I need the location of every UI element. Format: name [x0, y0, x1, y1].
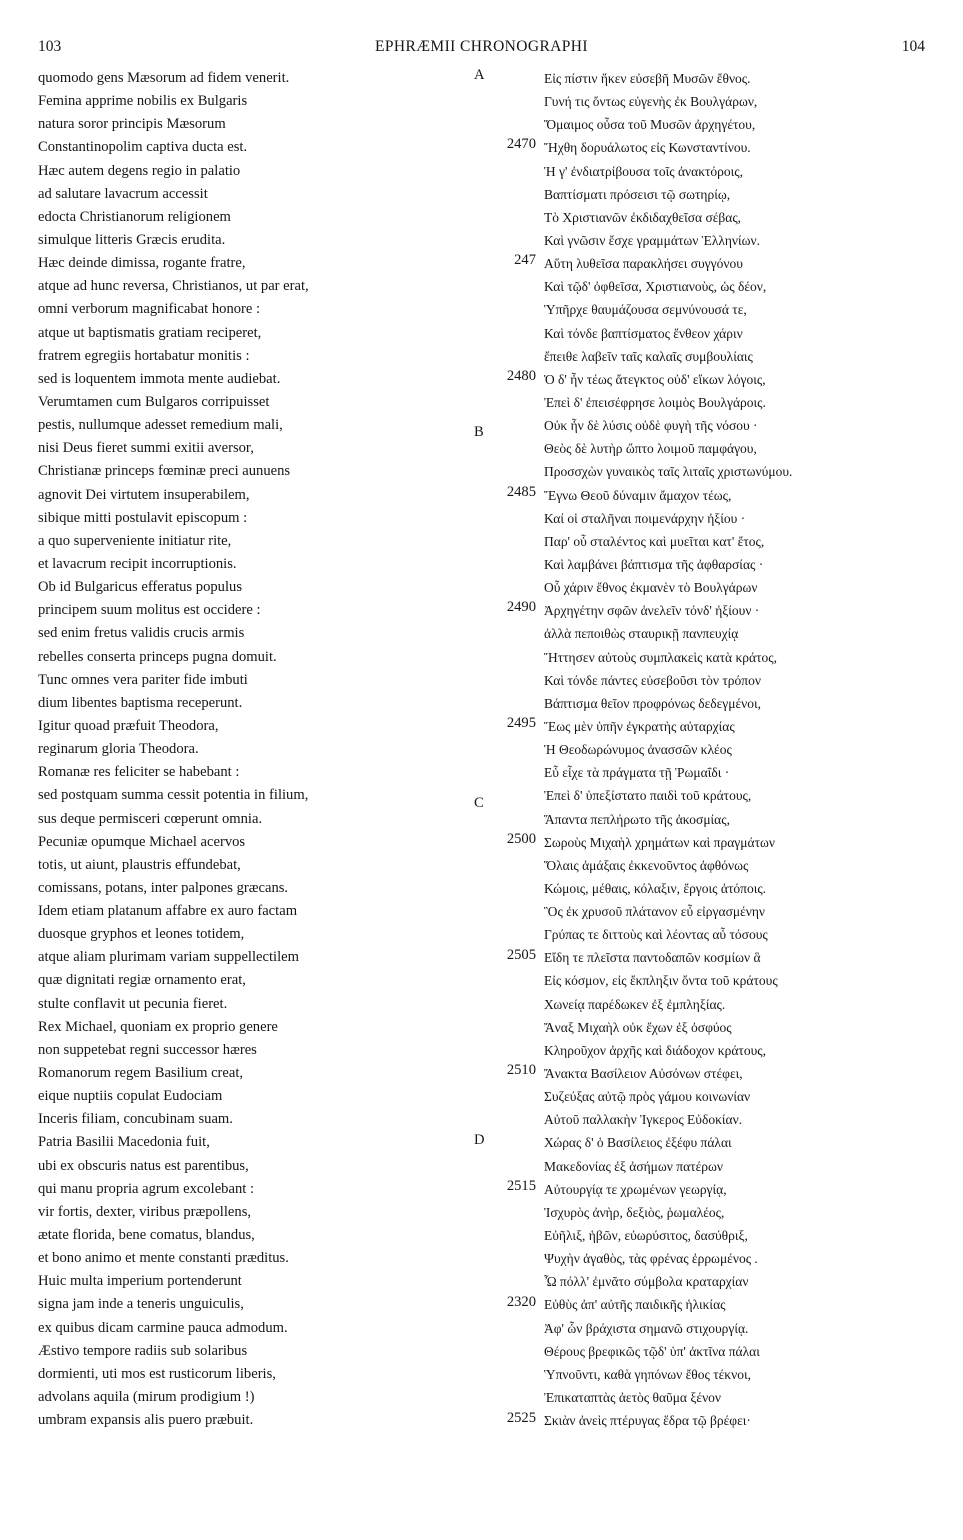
- latin-line: Romanorum regem Basilium creat,: [38, 1065, 244, 1082]
- greek-text-column: [544, 67, 954, 1432]
- latin-line: Rex Michael, quoniam ex proprio genere: [38, 1018, 278, 1035]
- greek-line: Εἰς πίστιν ἥκεν εὐσεβῆ Μυσῶν ἔθνος.: [544, 71, 751, 86]
- latin-line: atque aliam plurimam variam suppellectilem: [38, 949, 299, 966]
- greek-line: Γυνή τις ὄντως εὐγενὴς ἐκ Βουλγάρων,: [544, 94, 758, 110]
- latin-line: signa jam inde a teneris unguiculis,: [38, 1296, 244, 1313]
- greek-line: Ὁ δ' ἦν τέως ἄτεγκτος οὐδ' εἴκων λόγοις,: [544, 371, 766, 387]
- verse-line-number: 2490: [506, 599, 536, 616]
- greek-line: Συζεύξας αὐτῷ πρὸς γάμου κοινωνίαν: [544, 1089, 751, 1105]
- greek-line: Ὃς ἐκ χρυσοῦ πλάτανον εὖ εἰργασμένην: [544, 904, 766, 920]
- section-letter: A: [474, 67, 485, 83]
- latin-line: agnovit Dei virtutem insuperabilem,: [38, 486, 250, 503]
- latin-line: ubi ex obscuris natus est parentibus,: [38, 1157, 249, 1174]
- greek-line: Ὦ πόλλ' ἐμνᾶτο σύμβολα κραταρχίαν: [544, 1274, 749, 1290]
- latin-line: Hæc autem degens regio in palatio: [38, 162, 241, 179]
- latin-line: fratrem egregiis hortabatur monitis :: [38, 347, 250, 364]
- greek-line: Ἕως μὲν ὑπῆν ἐγκρατὴς αὐταρχίας: [544, 718, 735, 734]
- greek-line: Κώμοις, μέθαις, κόλαξιν, ἔργοις ἀτόποις.: [544, 880, 767, 896]
- latin-line: Pecuniæ opumque Michael acervos: [38, 833, 246, 850]
- latin-line: sus deque permisceri cœperunt omnia.: [38, 810, 263, 827]
- running-title: EPHRÆMII CHRONOGRAPHI: [375, 38, 588, 55]
- latin-line: quæ dignitati regiæ ornamento erat,: [38, 972, 246, 989]
- latin-line: sed postquam summa cessit potentia in filium,: [38, 787, 309, 804]
- latin-line: reginarum gloria Theodora.: [38, 741, 199, 758]
- latin-line: duosque gryphos et leones totidem,: [38, 926, 245, 943]
- latin-line: Igitur quoad præfuit Theodora,: [38, 717, 219, 734]
- latin-line: simulque litteris Græcis erudita.: [38, 231, 226, 248]
- latin-line: et bono animo et mente constanti præditus.: [38, 1250, 289, 1267]
- greek-line: ἔπειθε λαβεῖν ταῖς καλαῖς συμβουλίαις: [544, 348, 753, 364]
- latin-line: et lavacrum recipit incorruptionis.: [38, 555, 237, 572]
- greek-line: Ἐπεὶ δ' ὑπεξίστατο παιδὶ τοῦ κράτους,: [544, 788, 752, 804]
- latin-line: stulte conflavit ut pecunia fieret.: [38, 995, 228, 1012]
- latin-line: edocta Christianorum religionem: [38, 208, 231, 225]
- greek-line: Εὐθὺς ἀπ' αὐτῆς παιδικῆς ἡλικίας: [544, 1297, 726, 1313]
- latin-line: Huic multa imperium portenderunt: [38, 1273, 242, 1290]
- latin-line: Æstivo tempore radiis sub solaribus: [38, 1342, 248, 1359]
- greek-line: Ὅλαις ἁμάξαις ἐκκενοῦντος ἀφθόνως: [544, 857, 749, 873]
- greek-line: Προσσχὼν γυναικὸς ταῖς λιταῖς χριστωνύμου.: [544, 464, 793, 480]
- greek-line: Ὑπνοῦντι, καθὰ γηπόνων ἔθος τέκνοι,: [544, 1366, 751, 1382]
- greek-line: Αὕτη λυθεῖσα παρακλήσει συγγόνου: [544, 256, 743, 272]
- greek-line: Καὶ τῷδ' ὀφθεῖσα, Χριστιανοὺς, ὡς δέον,: [544, 279, 767, 295]
- latin-line: Tunc omnes vera pariter fide imbuti: [38, 671, 248, 688]
- greek-line: Βαπτίσματι πρόσεισι τῷ σωτηρίῳ,: [544, 186, 731, 202]
- greek-line: Θεὸς δὲ λυτὴρ ὤπτο λοιμοῦ παμφάγου,: [544, 441, 757, 457]
- latin-line: Ob id Bulgaricus efferatus populus: [38, 579, 243, 596]
- latin-line: Christianæ princeps fœminæ preci aunuens: [38, 463, 291, 480]
- greek-line: Ἰσχυρὸς ἀνὴρ, δεξιὸς, ῥωμαλέος,: [544, 1204, 725, 1220]
- latin-line: omni verborum magnificabat honore :: [38, 301, 261, 318]
- latin-line: non suppetebat regni successor hæres: [38, 1041, 257, 1058]
- latin-line: ætate florida, bene comatus, blandus,: [38, 1227, 255, 1244]
- greek-line: ἀλλὰ πεποιθὼς σταυρικῇ πανπευχίᾳ: [544, 626, 739, 642]
- verse-line-number: 2515: [506, 1178, 536, 1195]
- verse-line-number: 2500: [506, 830, 536, 847]
- latin-line: Inceris filiam, concubinam suam.: [38, 1111, 233, 1128]
- latin-line: umbram expansis alis puero præbuit.: [38, 1412, 254, 1429]
- greek-line: Εἴδη τε πλεῖστα παντοδαπῶν κοσμίων ἃ: [544, 950, 761, 966]
- latin-line: Patria Basilii Macedonia fuit,: [38, 1134, 210, 1151]
- verse-line-number: 2480: [506, 367, 536, 384]
- greek-line: Γρύπας τε διττοὺς καὶ λέοντας αὖ τόσους: [544, 927, 768, 943]
- verse-line-number: 2510: [506, 1062, 536, 1079]
- greek-line: Ψυχὴν ἀγαθὸς, τὰς φρένας ἐρρωμένος .: [544, 1251, 758, 1267]
- latin-line: Romanæ res feliciter se habebant :: [38, 764, 240, 781]
- greek-line: Καί οἱ σταλῆναι ποιμενάρχην ἠξίου ·: [544, 510, 746, 526]
- latin-line: vir fortis, dexter, viribus præpollens,: [38, 1203, 252, 1220]
- greek-line: Ἄναξ Μιχαὴλ οὐκ ἔχων ἐξ ὀσφύος: [544, 1019, 732, 1035]
- latin-line: Verumtamen cum Bulgaros corripuisset: [38, 393, 270, 410]
- greek-line: Μακεδονίας ἐξ ἀσήμων πατέρων: [544, 1158, 723, 1174]
- latin-line: comissans, potans, inter palpones græcans.: [38, 879, 289, 896]
- latin-line: dormienti, uti mos est rusticorum liberis,: [38, 1365, 276, 1382]
- greek-line: Ἅπαντα πεπλήρωτο τῆς ἀκοσμίας,: [544, 811, 730, 827]
- greek-line: Ὅμαιμος οὖσα τοῦ Μυσῶν ἀρχηγέτου,: [544, 117, 756, 133]
- greek-line: Αὐτουργίᾳ τε χρωμένων γεωργίᾳ,: [544, 1181, 727, 1197]
- greek-line: Ἡ Θεοδωρώνυμος ἀνασσῶν κλέος: [544, 742, 732, 758]
- page-header: [38, 38, 925, 58]
- greek-line: Χωνείᾳ παρέδωκεν ἐξ ἐμπληξίας.: [544, 996, 726, 1012]
- greek-line: Σωροὺς Μιχαὴλ χρημάτων καὶ πραγμάτων: [544, 834, 775, 850]
- greek-line: Εἰς κόσμον, εἰς ἔκπληξιν ὄντα τοῦ κράτους: [544, 973, 778, 989]
- greek-line: Ἄνακτα Βασίλειον Αὐσόνων στέφει,: [544, 1066, 743, 1082]
- greek-line: Ἥττησεν αὐτοὺς συμπλακεὶς κατὰ κράτος,: [544, 649, 777, 665]
- greek-line: Ἀφ' ὧν βράχιστα σημανῶ στιχουργίᾳ.: [544, 1320, 749, 1336]
- greek-line: Ἐπεὶ δ' ἐπεισέφρησε λοιμὸς Βουλγάροις.: [544, 394, 766, 410]
- verse-line-number: 2485: [506, 483, 536, 500]
- latin-line: advolans aquila (mirum prodigium !): [38, 1389, 255, 1406]
- latin-line: nisi Deus fieret summi exitii aversor,: [38, 440, 254, 457]
- latin-line: a quo superveniente initiatur rite,: [38, 532, 232, 549]
- verse-line-number: 247: [514, 252, 536, 269]
- greek-line: Οὗ χάριν ἔθνος ἐκμανὲν τὸ Βουλγάρων: [544, 580, 758, 596]
- greek-line: Ἐπικαταπτὰς ἀετὸς θαῦμα ξένον: [544, 1390, 722, 1406]
- latin-line: sed is loquentem immota mente audiebat.: [38, 370, 281, 387]
- verse-line-number: 2470: [506, 136, 536, 153]
- greek-line: Καὶ γνῶσιν ἔσχε γραμμάτων Ἑλληνίων.: [544, 232, 760, 248]
- verse-line-number: 2525: [506, 1409, 536, 1426]
- latin-translation-column: [38, 67, 478, 1432]
- greek-line: Ὑπῆρχε θαυμάζουσα σεμνύνουσά τε,: [544, 302, 747, 318]
- greek-line: Οὐκ ἦν δὲ λύσις οὐδὲ φυγὴ τῆς νόσου ·: [544, 418, 758, 434]
- greek-line: Παρ' οὗ σταλέντος καὶ μυεῖται κατ' ἔτος,: [544, 533, 765, 549]
- latin-line: atque ad hunc reversa, Christianos, ut par erat,: [38, 278, 309, 295]
- latin-line: dium libentes baptisma receperunt.: [38, 694, 243, 711]
- latin-line: atque ut baptismatis gratiam reciperet,: [38, 324, 262, 341]
- latin-line: Femina apprime nobilis ex Bulgaris: [38, 93, 248, 110]
- greek-line: Κληροῦχον ἀρχῆς καὶ διάδοχον κράτους,: [544, 1042, 766, 1058]
- latin-line: principem suum molitus est occidere :: [38, 602, 261, 619]
- latin-line: pestis, nullumque adesset remedium mali,: [38, 417, 283, 434]
- latin-line: natura soror principis Mæsorum: [38, 116, 226, 133]
- greek-line: Ἤχθη δορυάλωτος εἰς Κωνσταντίνου.: [544, 140, 751, 156]
- greek-line: Σκιὰν ἀνεὶς πτέρυγας ἕδρα τῷ βρέφει·: [544, 1413, 751, 1429]
- greek-line: Εὖ εἶχε τὰ πράγματα τῇ Ῥωμαΐδι ·: [544, 765, 730, 781]
- verse-line-number: 2495: [506, 715, 536, 732]
- greek-line: Ἀρχηγέτην σφῶν ἀνελεῖν τόνδ' ἠξίουν ·: [544, 603, 760, 619]
- greek-line: Βάπτισμα θεῖον προφρόνως δεδεγμένοι,: [544, 695, 761, 711]
- greek-line: Θέρους βρεφικῶς τῷδ' ὑπ' ἀκτῖνα πάλαι: [544, 1343, 760, 1359]
- greek-line: Τὸ Χριστιανῶν ἐκδιδαχθεῖσα σέβας,: [544, 209, 742, 225]
- section-letter: C: [474, 794, 484, 811]
- latin-line: qui manu propria agrum excolebant :: [38, 1180, 254, 1197]
- latin-line: quomodo gens Mæsorum ad fidem venerit.: [38, 70, 290, 86]
- latin-line: sibique mitti postulavit episcopum :: [38, 509, 248, 526]
- greek-line: Καὶ τόνδε βαπτίσματος ἔνθεον χάριν: [544, 325, 743, 341]
- latin-line: totis, ut aiunt, plaustris effundebat,: [38, 856, 241, 873]
- latin-line: Constantinopolim captiva ducta est.: [38, 139, 248, 156]
- greek-line: Αὐτοῦ παλλακὴν Ἰγκερος Εὐδοκίαν.: [544, 1112, 743, 1128]
- greek-line: Καὶ τόνδε πάντες εὐσεβοῦσι τὸν τρόπον: [544, 672, 761, 688]
- verse-line-number: 2320: [506, 1293, 536, 1310]
- greek-line: Ἡ γ' ἐνδιατρίβουσα τοῖς ἀνακτόροις,: [544, 163, 744, 179]
- latin-line: sed enim fretus validis crucis armis: [38, 625, 245, 642]
- greek-line: Καὶ λαμβάνει βάπτισμα τῆς ἀφθαρσίας ·: [544, 556, 764, 572]
- latin-line: ad salutare lavacrum accessit: [38, 185, 208, 202]
- page-number-left: 103: [38, 38, 62, 55]
- greek-line: Ἔγνω Θεοῦ δύναμιν ἄμαχον τέως,: [544, 487, 732, 503]
- page-number-right: 104: [901, 38, 925, 55]
- verse-line-number: 2505: [506, 946, 536, 963]
- latin-line: rebelles conserta princeps pugna domuit.: [38, 648, 277, 665]
- section-letter: D: [474, 1131, 485, 1148]
- latin-line: ex quibus dicam carmine pauca admodum.: [38, 1319, 288, 1336]
- section-letter: B: [474, 424, 484, 441]
- latin-line: Idem etiam platanum affabre ex auro factam: [38, 903, 298, 920]
- latin-line: eique nuptiis copulat Eudociam: [38, 1088, 223, 1105]
- greek-line: Χώρας δ' ὁ Βασίλειος ἐξέφυ πάλαι: [544, 1135, 732, 1151]
- latin-line: Hæc deinde dimissa, rogante fratre,: [38, 255, 246, 272]
- greek-line: Εὐῆλιξ, ἡβῶν, εὐωρύσιτος, δασύθριξ,: [544, 1228, 748, 1244]
